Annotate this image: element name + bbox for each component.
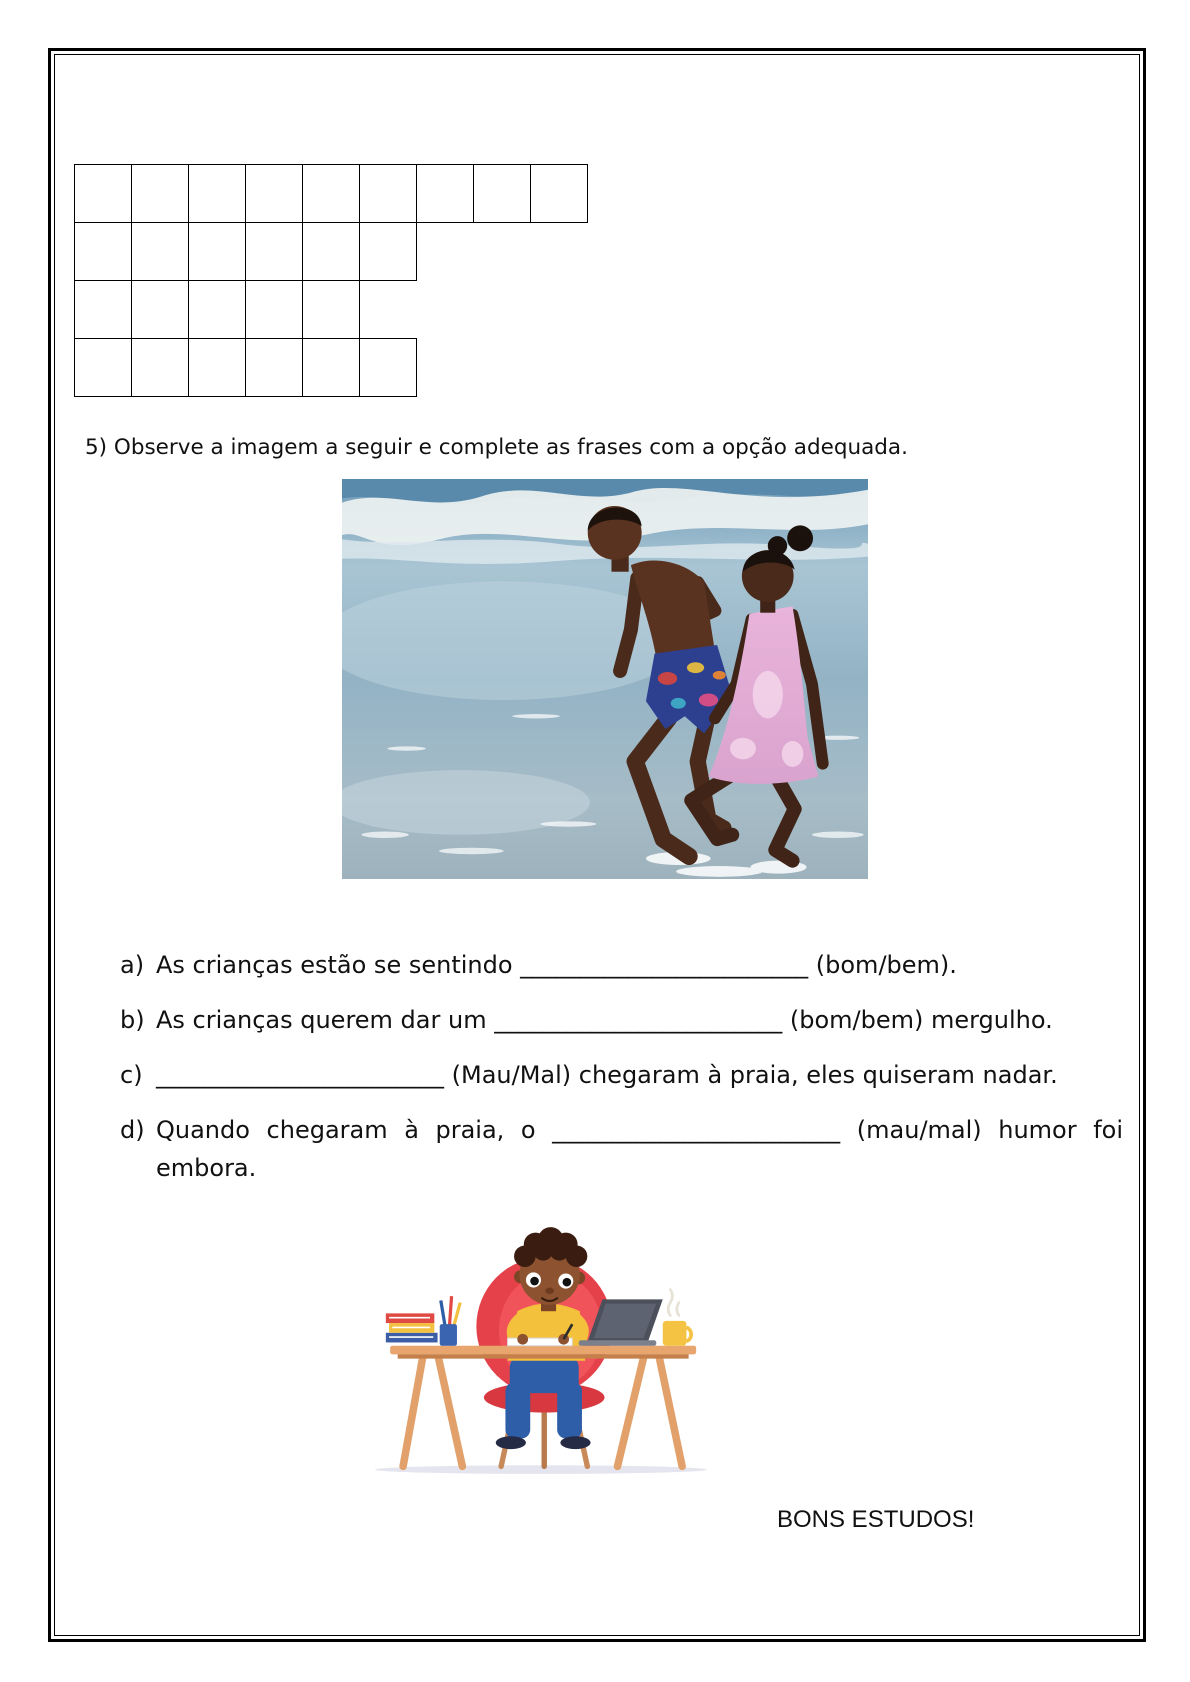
question-5: 5) Observe a imagem a seguir e complete as frases com a opção adequada.	[85, 435, 908, 460]
crossword-cell	[74, 280, 132, 339]
exercise-item-d	[120, 1111, 1123, 1187]
exercise-item-c	[120, 1056, 1123, 1094]
crossword-cell	[131, 164, 189, 223]
item-label: b)	[120, 1006, 145, 1034]
crossword-cell	[302, 280, 360, 339]
crossword-cell	[302, 222, 360, 281]
floor-shadow	[375, 1465, 707, 1474]
crossword-cell	[302, 338, 360, 397]
crossword-cell	[74, 164, 132, 223]
crossword-cell	[245, 280, 303, 339]
crossword-cell	[74, 222, 132, 281]
item-label: c)	[120, 1061, 143, 1089]
crossword-cell	[188, 280, 246, 339]
boy-studying-illustration	[374, 1197, 708, 1475]
beach-children-photo	[342, 479, 868, 879]
mug	[663, 1290, 691, 1346]
crossword-cell	[245, 338, 303, 397]
crossword-cell	[188, 222, 246, 281]
crossword-cell	[359, 338, 417, 397]
pencil-cup	[440, 1296, 460, 1346]
crossword-cell	[131, 280, 189, 339]
crossword-cell	[530, 164, 588, 223]
item-text: As crianças estão se sentindo ________________________ (bom/bem).	[156, 951, 957, 979]
crossword-cell	[359, 222, 417, 281]
item-text: ________________________ (Mau/Mal) chegaram à praia, eles quiseram nadar.	[156, 1061, 1058, 1089]
crossword-cell	[131, 338, 189, 397]
exercise-item-b	[120, 1001, 1123, 1039]
crossword-cell	[245, 164, 303, 223]
crossword-cell	[74, 338, 132, 397]
item-text: As crianças querem dar um ________________________ (bom/bem) mergulho.	[156, 1006, 1053, 1034]
crossword-cell	[416, 164, 474, 223]
crossword-cell	[473, 164, 531, 223]
crossword-cell	[302, 164, 360, 223]
exercise-item-a	[120, 946, 1123, 984]
crossword-cell	[245, 222, 303, 281]
crossword-cell	[131, 222, 189, 281]
closing-message: BONS ESTUDOS!	[777, 1506, 975, 1533]
item-text: Quando chegaram à praia, o ________________________ (mau/mal) humor foi embora.	[156, 1116, 1123, 1182]
crossword-cell	[188, 164, 246, 223]
item-label: d)	[120, 1116, 145, 1144]
crossword-cell	[359, 164, 417, 223]
crossword-cell	[188, 338, 246, 397]
item-label: a)	[120, 951, 145, 979]
book-stack	[386, 1313, 438, 1342]
completion-exercises	[120, 946, 1123, 1204]
